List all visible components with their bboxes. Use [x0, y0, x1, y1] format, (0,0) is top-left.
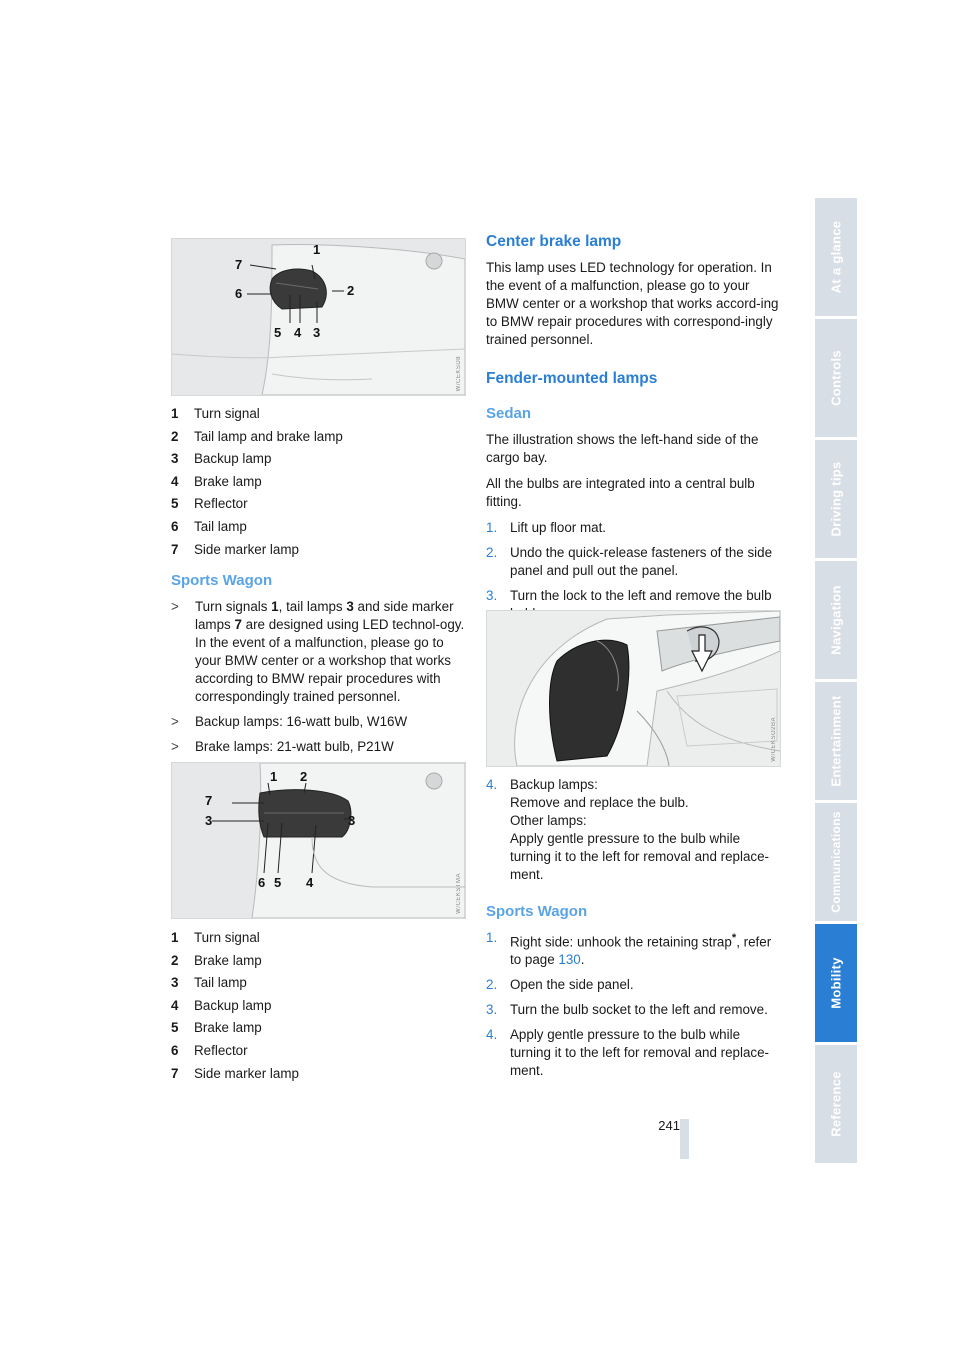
- legend-item: 1 Turn signal: [171, 930, 260, 945]
- tab-at-a-glance[interactable]: At a glance: [815, 198, 857, 316]
- fig1-callout: 5: [274, 325, 282, 340]
- fig1-callout: 2: [347, 283, 355, 298]
- sports-wagon-heading: Sports Wagon: [171, 571, 273, 589]
- step-item: 4. Backup lamps: Remove and replace the bulb. Other lamps: Apply gentle pressure to the bulb while turning it to the left for removal and replace-ment.: [486, 777, 770, 882]
- sports-wagon-heading-right: Sports Wagon: [486, 903, 588, 920]
- sports-wagon-bullets: [171, 598, 466, 756]
- tab-entertainment[interactable]: Entertainment: [815, 682, 857, 800]
- sedan-paragraph: The illustration shows the left-hand side of the cargo bay.: [486, 432, 759, 465]
- legend-item: 4 Backup lamp: [171, 997, 272, 1013]
- step-item: 4. Apply gentle pressure to the bulb while turning it to the left for removal and replace-ment.: [486, 1027, 770, 1079]
- page-reference-link[interactable]: 130: [558, 952, 581, 968]
- fig2-callout: 2: [300, 769, 308, 784]
- step-item: 2. Undo the quick-release fasteners of the side panel and pull out the panel.: [486, 545, 773, 578]
- tab-navigation[interactable]: Navigation: [815, 561, 857, 679]
- page-number-bar: [680, 1119, 689, 1159]
- legend-item: 3 Backup lamp: [171, 451, 272, 467]
- legend-item: 6 Tail lamp: [171, 518, 247, 534]
- tab-reference[interactable]: Reference: [815, 1045, 857, 1163]
- cargo-bay-figure: [486, 610, 781, 767]
- fig1-callout: 3: [313, 325, 321, 340]
- legend-item: 6 Reflector: [171, 1042, 248, 1058]
- tab-driving-tips[interactable]: Driving tips: [815, 440, 857, 558]
- rear-lamps-figure-wagon: [171, 762, 466, 919]
- sedan-step-4: [486, 776, 782, 884]
- section-tabs: [815, 198, 857, 1166]
- legend-list-wagon: [171, 929, 466, 1083]
- legend-item: 5 Brake lamp: [171, 1020, 262, 1036]
- fig2-callout: 3: [348, 813, 356, 828]
- fig2-callout: 5: [274, 875, 282, 890]
- fig1-callout: 6: [235, 286, 243, 301]
- center-brake-lamp-text: This lamp uses LED technology for operation. In the event of a malfunction, please go to your BMW center or a workshop that works accord-ing to BMW repair procedures with correspond-ingly trained personnel.: [486, 260, 779, 347]
- tab-communications[interactable]: Communications: [815, 803, 857, 921]
- step-item: 1. Right side: unhook the retaining strap*, refer to page 130.: [486, 930, 772, 968]
- left-column-text-2: [171, 929, 466, 1087]
- right-column-text-1: [486, 232, 782, 631]
- legend-item: 1 Turn signal: [171, 406, 260, 421]
- left-column-text-1: [171, 405, 466, 764]
- legend-item: 4 Brake lamp: [171, 473, 262, 489]
- figure-code: W/CEKSD8: [456, 355, 462, 391]
- fig1-callout: 7: [235, 257, 243, 272]
- rear-lamps-figure-sedan: [171, 238, 466, 396]
- tab-mobility[interactable]: Mobility: [815, 924, 857, 1042]
- sedan-steps: [486, 519, 782, 623]
- legend-item: 7 Side marker lamp: [171, 1065, 299, 1081]
- legend-item: 5 Reflector: [171, 496, 248, 512]
- wagon-steps: [486, 929, 782, 1080]
- figure-code: W/CEKSTMA: [456, 873, 462, 914]
- right-column-text-2: [486, 776, 782, 1088]
- bullet-item: > Turn signals 1, tail lamps 3 and side marker lamps 7 are designed using LED technol-ogy. In the event of a malfunction, please go to your BMW center or a workshop that works according to BMW repair procedures with correspondingly trained personnel.: [171, 598, 465, 704]
- fig2-callout: 3: [205, 813, 213, 828]
- fig2-callout: 1: [270, 769, 278, 784]
- bullet-item: > Brake lamps: 21-watt bulb, P21W: [171, 738, 394, 754]
- center-brake-lamp-heading: Center brake lamp: [486, 233, 622, 250]
- sedan-heading: Sedan: [486, 405, 532, 422]
- step-item: 3. Turn the lock to the left and remove the bulb: [486, 588, 772, 603]
- fig2-callout: 4: [306, 875, 314, 890]
- step-item: 1. Lift up floor mat.: [486, 520, 607, 535]
- legend-item: 7 Side marker lamp: [171, 541, 299, 557]
- fender-mounted-lamps-heading: Fender-mounted lamps: [486, 370, 658, 387]
- step-item: 3. Turn the bulb socket to the left and remove.: [486, 1002, 768, 1018]
- page-number: 241: [658, 1118, 680, 1133]
- figure-code: W/CEKSO2BA: [771, 717, 777, 762]
- fig1-callout: 4: [294, 325, 302, 340]
- fig1-callout: 1: [313, 242, 321, 257]
- legend-list-sedan: [171, 405, 466, 559]
- tab-controls[interactable]: Controls: [815, 319, 857, 437]
- sedan-paragraph: All the bulbs are integrated into a central bulb fitting.: [486, 476, 755, 509]
- legend-item: 3 Tail lamp: [171, 975, 247, 991]
- step-item: 2. Open the side panel.: [486, 977, 634, 993]
- legend-item: 2 Brake lamp: [171, 952, 262, 968]
- fig2-callout: 6: [258, 875, 266, 890]
- legend-item: 2 Tail lamp and brake lamp: [171, 428, 343, 444]
- fig2-callout: 7: [205, 793, 213, 808]
- bullet-item: > Backup lamps: 16-watt bulb, W16W: [171, 713, 408, 729]
